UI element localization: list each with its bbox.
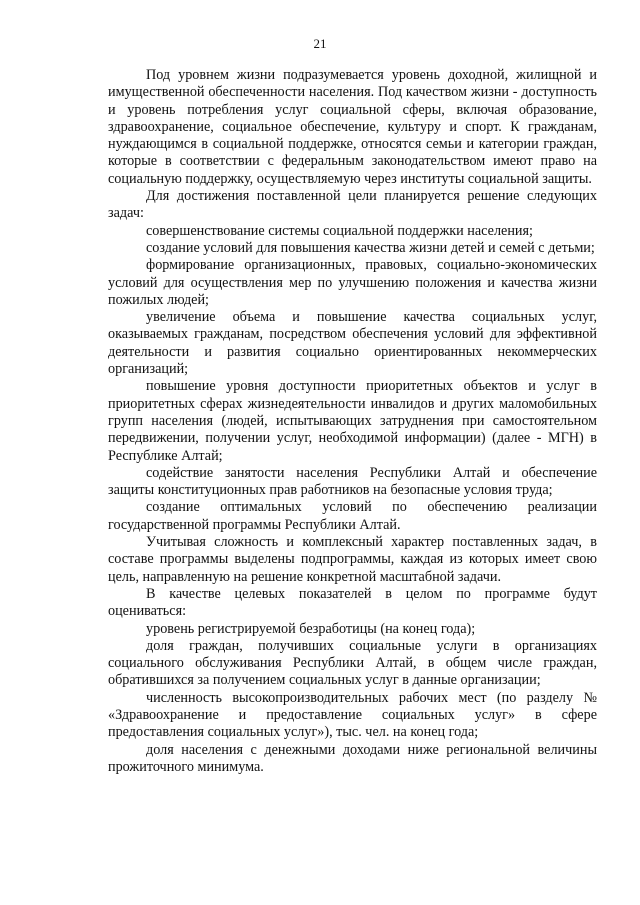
page-number: 21 <box>313 36 327 51</box>
paragraph-subprograms: Учитывая сложность и комплексный характер поставленных задач, в составе программы выделены подпрограммы, каждая из которых имеет свою цель, направленную на решение конкретной масштабной задачи. <box>108 534 597 585</box>
document-body <box>108 67 597 776</box>
task-item-program-conditions: создание оптимальных условий по обеспечению реализации государственной программы Республики Алтай. <box>108 499 597 533</box>
indicator-item-low-income-share: доля населения с денежными доходами ниже региональной величины прожиточного минимума. <box>108 741 597 775</box>
indicator-item-unemployment: уровень регистрируемой безработицы (на конец года); <box>146 620 476 637</box>
indicator-item-productive-jobs: численность высокопроизводительных рабочих мест (по разделу № «Здравоохранение и предоставление социальных услуг» в сфере предоставления социальных услуг»), тыс. чел. на конец года; <box>108 689 597 741</box>
task-item-elderly: формирование организационных, правовых, социально-экономических условий для осуществления мер по улучшению положения и качества жизни пожилых людей; <box>108 257 597 308</box>
task-item-children-families: создание условий для повышения качества жизни детей и семей с детьми; <box>146 239 595 256</box>
task-item-social-services: увеличение объема и повышение качества социальных услуг, оказываемых гражданам, посредством обеспечения условий для эффективной деятельности и развития социально ориентированных некоммерческих организаций; <box>108 309 597 378</box>
task-item-employment: содействие занятости населения Республики Алтай и обеспечение защиты конституционных прав работников на безопасные условия труда; <box>108 464 597 499</box>
paragraph-tasks-intro: Для достижения поставленной цели планируется решение следующих задач: <box>108 188 597 222</box>
paragraph-living-standard: Под уровнем жизни подразумевается уровень доходной, жилищной и имущественной обеспеченности населения. Под качеством жизни - доступность и уровень потребления услуг социальной сферы, включая образование, здравоохранение, социальное обеспечение, культуру и спорт. К гражданам, нуждающимся в социальной поддержке, относятся семьи и категории граждан, которые в соответствии с федеральным законодательством имеют право на социальную поддержку, осуществляемую через институты социальной защиты. <box>108 67 597 187</box>
task-item-social-support: совершенствование системы социальной поддержки населения; <box>146 222 533 239</box>
indicator-item-social-services-share: доля граждан, получивших социальные услуги в организациях социального обслуживания Республики Алтай, в общем числе граждан, обратившихся за получением социальных услуг в данные организации; <box>108 637 597 689</box>
paragraph-indicators-intro: В качестве целевых показателей в целом по программе будут оцениваться: <box>108 585 597 620</box>
task-item-accessibility: повышение уровня доступности приоритетных объектов и услуг в приоритетных сферах жизнедеятельности инвалидов и других маломобильных групп населения (людей, испытывающих затруднения при самостоятельном передвижении, получении услуг, необходимой информации) (далее - МГН) в Республике Алтай; <box>108 378 597 464</box>
